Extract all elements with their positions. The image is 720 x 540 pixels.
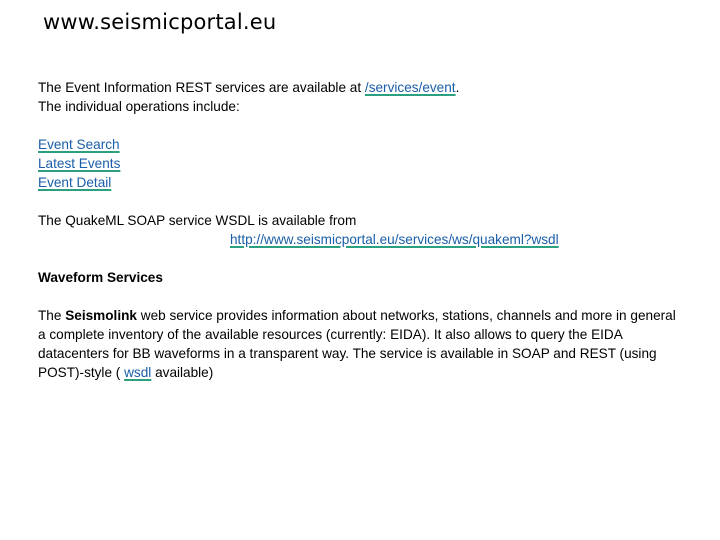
waveform-text-end: available) xyxy=(151,365,214,380)
rest-services-link[interactable]: /services/event xyxy=(364,80,456,95)
waveform-heading: Waveform Services xyxy=(38,270,163,285)
intro-line-2: The individual operations include: xyxy=(38,99,240,114)
event-search-link[interactable]: Event Search xyxy=(38,137,120,152)
intro-text: The Event Information REST services are available at xyxy=(38,80,365,95)
operations-list xyxy=(38,135,678,192)
wsdl-link[interactable]: wsdl xyxy=(124,365,152,380)
latest-events-link[interactable]: Latest Events xyxy=(38,156,121,171)
quakeml-paragraph xyxy=(38,211,678,249)
site-title: www.seismicportal.eu xyxy=(43,10,277,34)
waveform-text-body: web service provides information about networks, stations, channels and more in general a complete inventory of the available resources (currently: EIDA). It also allows to query the EIDA datacenters for BB waveforms in a transparent way. The service is available in SOAP and REST (using POST)-style ( xyxy=(38,308,676,380)
intro-period: . xyxy=(455,80,460,95)
quakeml-text: The QuakeML SOAP service WSDL is available from xyxy=(38,213,357,228)
seismolink-name: Seismolink xyxy=(65,308,137,323)
waveform-paragraph xyxy=(38,306,678,382)
waveform-text-start: The xyxy=(38,308,66,323)
intro-paragraph xyxy=(38,78,678,116)
event-detail-link[interactable]: Event Detail xyxy=(38,175,112,190)
quakeml-wsdl-link[interactable]: http://www.seismicportal.eu/services/ws/quakeml?wsdl xyxy=(230,232,559,247)
main-content xyxy=(38,78,678,382)
